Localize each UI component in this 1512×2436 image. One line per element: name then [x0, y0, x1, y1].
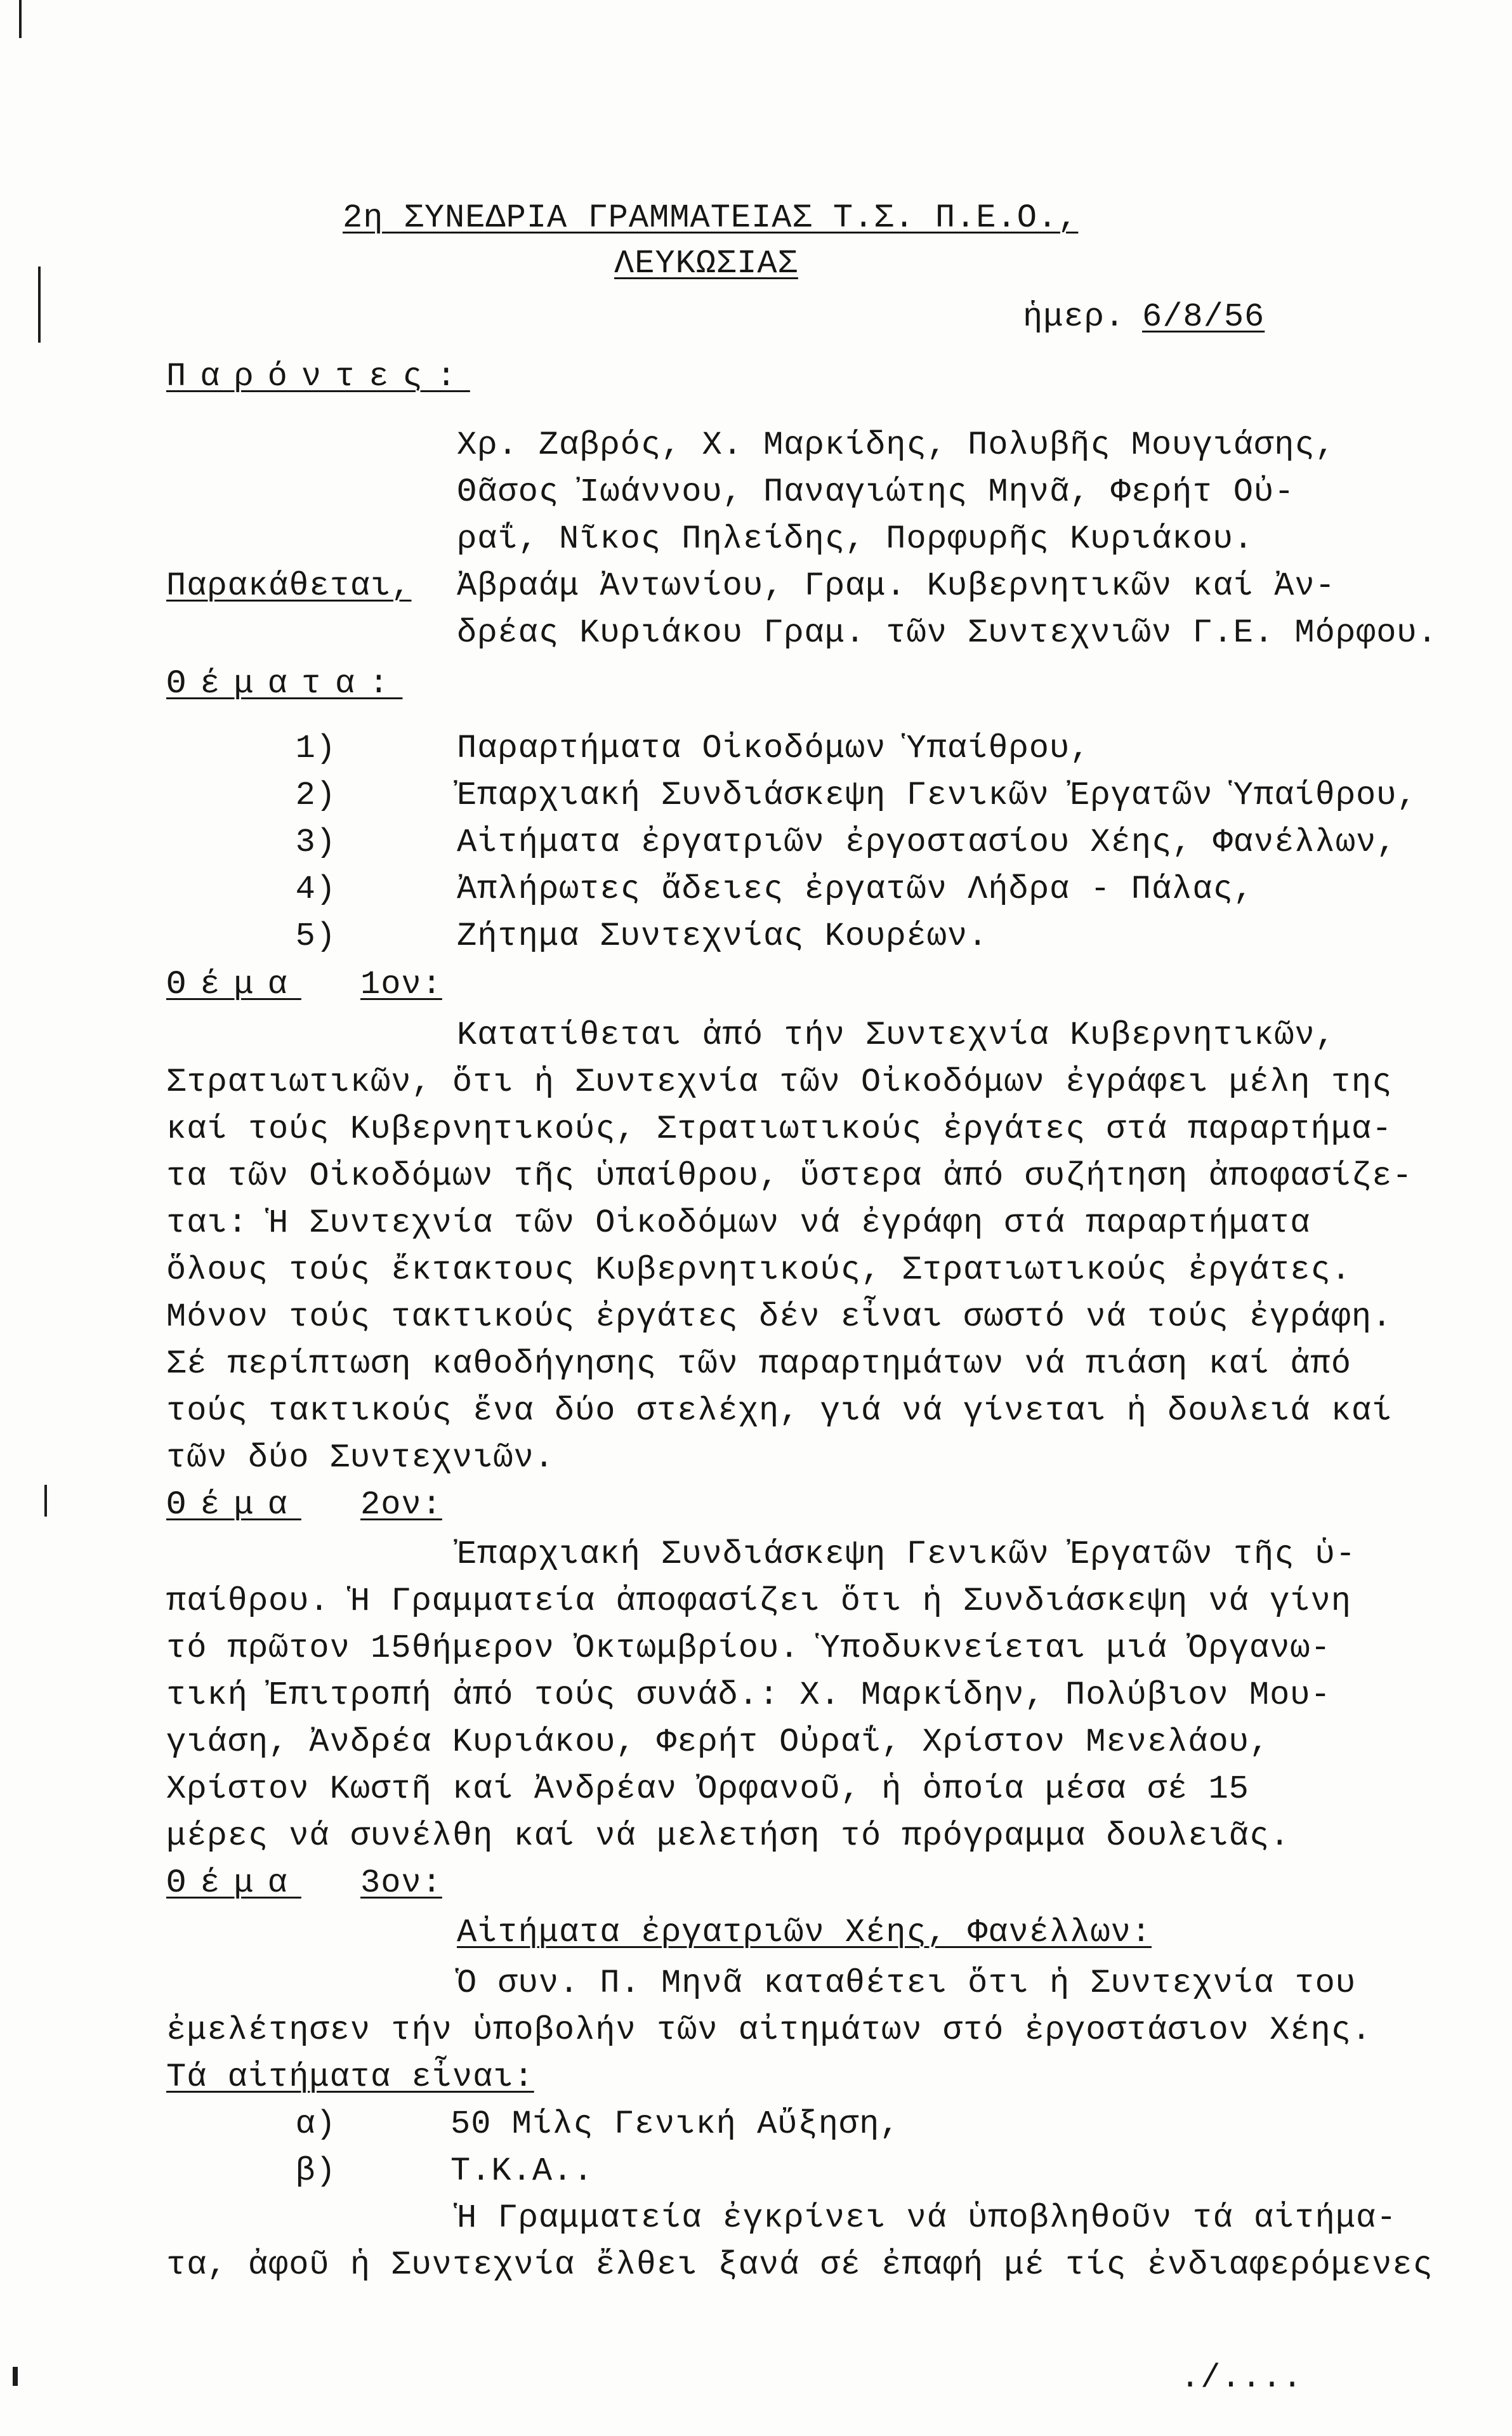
topic1-line: Σέ περίπτωση καθοδήγησης τῶν παραρτημάτων νά πιάση καί ἀπό	[166, 1345, 1351, 1383]
demands-label: Τά αἰτήματα εἶναι:	[166, 2058, 534, 2096]
demand-number: β)	[295, 2152, 336, 2190]
scan-mark	[44, 1485, 47, 1517]
topic3-line: τα, ἀφοῦ ἡ Συντεχνία ἔλθει ξανά σέ ἐπαφή μέ τίς ἐνδιαφερόμενες	[166, 2246, 1433, 2284]
attendees-line: Χρ. Ζαβρός, Χ. Μαρκίδης, Πολυβῆς Μουγιάσης,	[457, 426, 1336, 464]
topic3-number: 3ον:	[360, 1864, 442, 1902]
topic-number: 4)	[295, 871, 336, 908]
topic1-line: Κατατίθεται ἀπό τήν Συντεχνία Κυβερνητικῶν,	[457, 1017, 1336, 1054]
topic2-number: 2ον:	[360, 1486, 442, 1524]
scan-mark	[13, 2367, 18, 2386]
topic2-line: τό πρῶτον 15θήμερον Ὀκτωμβρίου. Ὑποδυκνείεται μιά Ὀργανω-	[166, 1629, 1331, 1667]
demand-number: α)	[295, 2105, 336, 2143]
topic2-line: γιάση, Ἀνδρέα Κυριάκου, Φερήτ Οὐραΐ, Χρίστον Μενελάου,	[166, 1723, 1270, 1761]
topic2-line: τική Ἐπιτροπή ἀπό τούς συνάδ.: Χ. Μαρκίδην, Πολύβιον Μου-	[166, 1676, 1331, 1714]
topics-label: Θέματα:	[166, 665, 403, 702]
attendees-label: Παρόντες:	[166, 358, 470, 395]
observers-label: Παρακάθεται,	[166, 567, 412, 605]
topic2-label: Θέμα	[166, 1486, 301, 1524]
topic3-line: Ὁ συν. Π. Μηνᾶ καταθέτει ὅτι ἡ Συντεχνία του	[457, 1965, 1357, 2002]
topic1-number: 1ον:	[360, 966, 442, 1003]
topic-number: 1)	[295, 730, 336, 767]
topic-number: 5)	[295, 918, 336, 955]
observers-line: δρέας Κυριάκου Γραμ. τῶν Συντεχνιῶν Γ.Ε. Μόρφου.	[457, 614, 1438, 652]
topic1-line: τῶν δύο Συντεχνιῶν.	[166, 1439, 555, 1477]
topic1-label: Θέμα	[166, 966, 301, 1003]
topic3-line: ἐμελέτησεν τήν ὑποβολήν τῶν αἰτημάτων στό ἐργοστάσιον Χέης.	[166, 2011, 1372, 2049]
topic2-line: παίθρου. Ἡ Γραμματεία ἀποφασίζει ὅτι ἡ Συνδιάσκεψη νά γίνη	[166, 1583, 1351, 1620]
topic2-line: μέρες νά συνέλθη καί νά μελετήση τό πρόγραμμα δουλειᾶς.	[166, 1817, 1291, 1855]
topic3-label: Θέμα	[166, 1864, 301, 1902]
topic1-line: καί τούς Κυβερνητικούς, Στρατιωτικούς ἐργάτες στά παραρτήμα-	[166, 1110, 1393, 1148]
demand-item: 50 Μίλς Γενική Αὔξηση,	[450, 2105, 900, 2143]
topic3-line: Ἡ Γραμματεία ἐγκρίνει νά ὑποβληθοῦν τά αἰτήμα-	[457, 2199, 1397, 2237]
topic1-line: τούς τακτικούς ἕνα δύο στελέχη, γιά νά γίνεται ἡ δουλειά καί	[166, 1392, 1393, 1430]
topic1-line: Στρατιωτικῶν, ὅτι ἡ Συντεχνία τῶν Οἰκοδόμων ἐγράφει μέλη της	[166, 1063, 1393, 1101]
scan-mark	[19, 0, 22, 38]
attendees-line: ραΐ, Νῖκος Πηλείδης, Πορφυρῆς Κυριάκου.	[457, 520, 1254, 558]
topic1-line: Μόνον τούς τακτικούς ἐργάτες δέν εἶναι σωστό νά τούς ἐγράφη.	[166, 1298, 1393, 1336]
topic1-line: ται: Ἡ Συντεχνία τῶν Οἰκοδόμων νά ἐγράφη στά παραρτήματα	[166, 1204, 1311, 1242]
attendees-line: Θᾶσος Ἰωάννου, Παναγιώτης Μηνᾶ, Φερήτ Οὐ-	[457, 473, 1295, 511]
topic-item: Ἀπλήρωτες ἄδειες ἐργατῶν Λήδρα - Πάλας,	[457, 871, 1254, 908]
document-title: 2η ΣΥΝΕΔΡΙΑ ΓΡΑΜΜΑΤΕΙΑΣ Τ.Σ. Π.Ε.Ο.,	[343, 199, 1079, 237]
document-subtitle: ΛΕΥΚΩΣΙΑΣ	[614, 245, 798, 282]
observers-line: Ἀβραάμ Ἀντωνίου, Γραμ. Κυβερνητικῶν καί Ἀν-	[457, 567, 1336, 605]
topic-item: Παραρτήματα Οἰκοδόμων Ὑπαίθρου,	[457, 730, 1091, 767]
topic-number: 3)	[295, 824, 336, 861]
topic2-line: Χρίστον Κωστῆ καί Ἀνδρέαν Ὀρφανοῦ, ἡ ὁποία μέσα σέ 15	[166, 1770, 1249, 1808]
topic-number: 2)	[295, 777, 336, 814]
topic2-line: Ἐπαρχιακή Συνδιάσκεψη Γενικῶν Ἐργατῶν τῆς ὑ-	[457, 1536, 1357, 1573]
date-label: ἡμερ.	[1023, 298, 1126, 336]
topic-item: Ζήτημα Συντεχνίας Κουρέων.	[457, 918, 989, 955]
date-value: 6/8/56	[1142, 298, 1265, 336]
topic-item: Αἰτήματα ἐργατριῶν ἐργοστασίου Χέης, Φανέλλων,	[457, 824, 1397, 861]
topic3-heading: Αἰτήματα ἐργατριῶν Χέης, Φανέλλων:	[457, 1914, 1152, 1951]
topic1-line: τα τῶν Οἰκοδόμων τῆς ὑπαίθρου, ὕστερα ἀπό συζήτηση ἀποφασίζε-	[166, 1157, 1413, 1195]
topic1-line: ὅλους τούς ἔκτακτους Κυβερνητικούς, Στρατιωτικούς ἐργάτες.	[166, 1251, 1351, 1289]
scan-mark	[38, 267, 41, 343]
demand-item: Τ.Κ.Α..	[450, 2152, 594, 2190]
topic-item: Ἐπαρχιακή Συνδιάσκεψη Γενικῶν Ἐργατῶν Ὑπαίθρου,	[457, 777, 1417, 814]
continuation-mark: ./....	[1180, 2359, 1303, 2397]
